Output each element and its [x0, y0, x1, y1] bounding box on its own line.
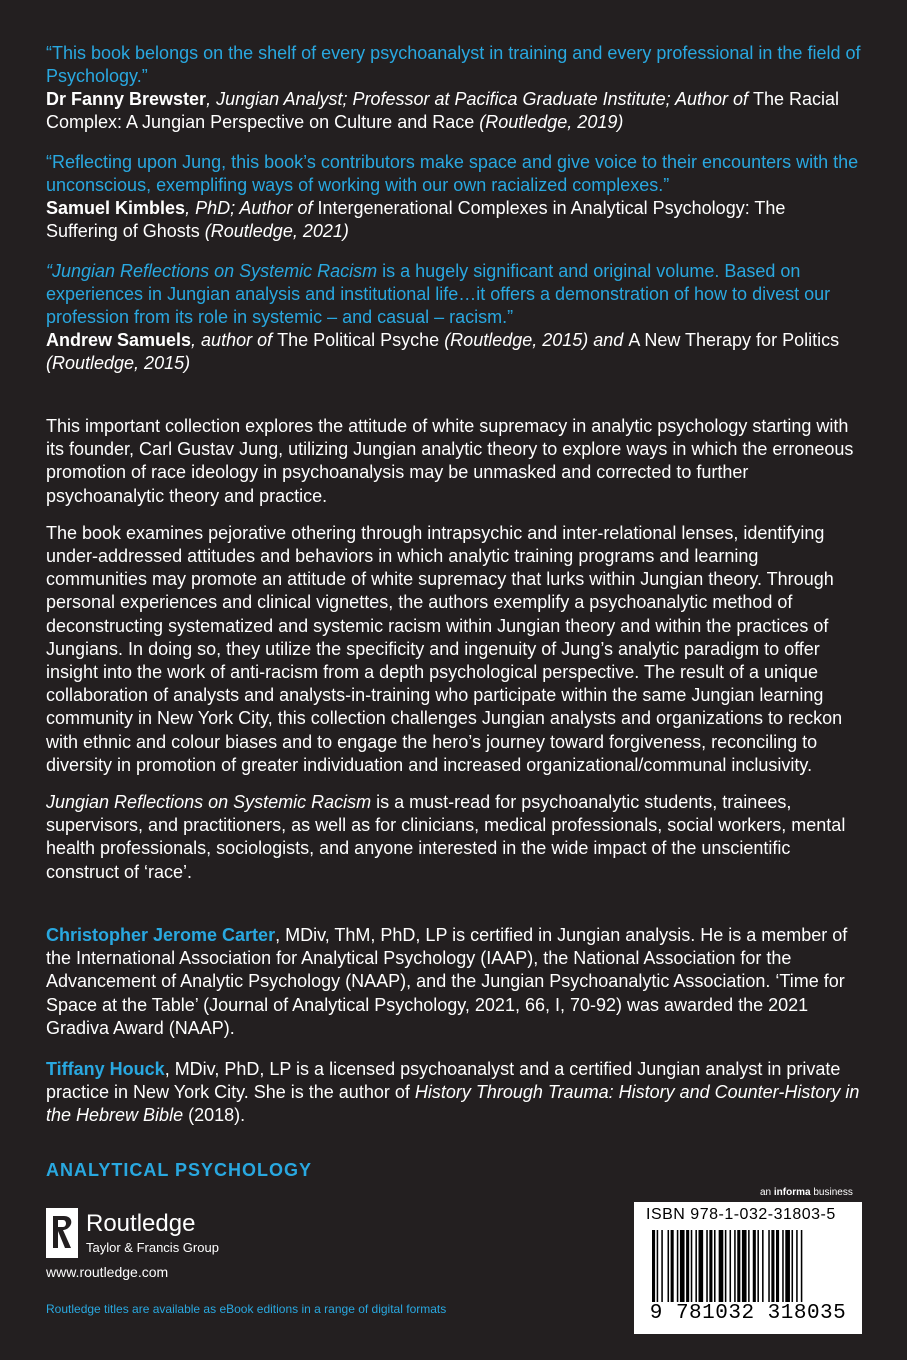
- endorser-publisher: (Routledge, 2021): [199, 221, 349, 241]
- author-name: Christopher Jerome Carter: [46, 925, 276, 945]
- author-work: History Through Trauma: History and Counter-History in the Hebrew Bible: [46, 1082, 860, 1126]
- endorsement-attribution: [46, 329, 862, 375]
- endorsements: [46, 42, 862, 375]
- informa-suffix: business: [810, 1187, 853, 1198]
- description-paragraph-2: The book examines pejorative othering through intrapsychic and inter-relational lenses, identifying under-addressed attitudes and behaviors in which analytic training programs and learning communities may promote an attitude of white supremacy that lurks within Jungian theory. Through personal experiences and clinical vignettes, the authors exemplify a psychoanalytic method of deconstructing systematized and systemic racism within Jungian theory and within the practices of Jungians. In doing so, they utilize the specificity and ingenuity of Jung’s analytic paradigm to offer insight into the work of anti-racism from a depth psychological perspective. The result of a unique collaboration of analysts and analysts-in-training who participate within the same Jungian learning community in New York City, this collection challenges Jungian analysts and organizations to reckon with ethnic and colour biases and to engage the hero’s journey toward forgiveness, reconciling to diversity in promotion of greater individuation and increased organizational/communal inclusivity.: [46, 522, 843, 775]
- endorser-publisher-2: (Routledge, 2015): [46, 353, 191, 373]
- informa-business-label: [760, 1187, 853, 1198]
- author-bio-carter: [46, 924, 862, 1040]
- author-bio-text: , MDiv, ThM, PhD, LP is certified in Jungian analysis. He is a member of the International Association for Analytical Psychology (IAAP), the National Association for the Advancement of Analytic Psychology (NAAP), and the Jungian Psychoanalytic Association. ‘Time for Space at the Table’ (Journal of Analytical Psychology, 2021, 66, I, 70-92) was awarded the 2021 Gradiva Award (NAAP).: [46, 925, 848, 1038]
- book-description: [46, 415, 862, 898]
- endorser-work: The Racial Complex: A Jungian Perspective on Culture and Race: [46, 89, 840, 132]
- endorsement-1: [46, 42, 862, 134]
- ebook-note: Routledge titles are available as eBook editions in a range of digital formats: [46, 1302, 447, 1316]
- endorser-name: Dr Fanny Brewster: [46, 89, 207, 109]
- endorser-name: Samuel Kimbles: [46, 198, 186, 218]
- publisher-group: Taylor & Francis Group: [86, 1240, 219, 1255]
- author-bio-text: , MDiv, PhD, LP is a licensed psychoanalyst and a certified Jungian analyst in private practice in New York City. She is the author of: [46, 1059, 841, 1103]
- endorser-role: , author of: [191, 330, 278, 350]
- author-bio-text-2: (2018).: [183, 1105, 246, 1126]
- informa-word: informa: [773, 1187, 811, 1198]
- endorsement-attribution: [46, 197, 862, 243]
- routledge-logo: [46, 1208, 246, 1268]
- barcode-bars: [652, 1230, 848, 1302]
- endorser-work: Intergenerational Complexes in Analytical Psychology: The Suffering of Ghosts: [46, 198, 786, 241]
- book-title: “Jungian Reflections on Systemic Racism: [46, 261, 378, 281]
- barcode-digits: 9 781032 318035: [649, 1302, 847, 1325]
- endorsement-quote: “This book belongs on the shelf of every psychoanalyst in training and every professional in the field of Psychology.”: [46, 43, 861, 86]
- description-text: is a must-read for psychoanalytic students, trainees, supervisors, and practitioners, as well as for clinicians, medical professionals, social workers, mental health professionals, sociologists, and anyone interested in the wide impact of the unscientific construct of ‘race’.: [46, 792, 846, 882]
- isbn-text: ISBN 978-1-032-31803-5: [646, 1206, 836, 1223]
- endorsement-3: [46, 260, 862, 375]
- book-title: Jungian Reflections on Systemic Racism: [46, 792, 372, 813]
- publisher-url[interactable]: www.routledge.com: [46, 1264, 169, 1280]
- endorser-role: , Jungian Analyst; Professor at Pacifica Graduate Institute; Author of: [206, 89, 754, 109]
- description-paragraph-3: [46, 791, 862, 884]
- endorsement-quote: “Reflecting upon Jung, this book’s contributors make space and give voice to their encounters with the unconscious, exemplifing ways of working with our own racialized complexes.”: [46, 152, 859, 195]
- endorser-publisher: (Routledge, 2015) and: [439, 330, 629, 350]
- endorser-role: , PhD; Author of: [185, 198, 318, 218]
- publisher-name: Routledge: [86, 1210, 196, 1237]
- endorsement-2: [46, 151, 862, 243]
- endorser-work-2: A New Therapy for Politics: [628, 330, 840, 350]
- endorser-name: Andrew Samuels: [46, 330, 192, 350]
- informa-prefix: an: [760, 1187, 774, 1198]
- series-label: ANALYTICAL PSYCHOLOGY: [46, 1160, 313, 1180]
- routledge-r-icon: [46, 1208, 78, 1258]
- endorser-work: The Political Psyche: [277, 330, 440, 350]
- author-name: Tiffany Houck: [46, 1059, 165, 1079]
- endorsement-attribution: [46, 88, 862, 134]
- endorsement-quote: [46, 260, 862, 329]
- description-paragraph-1: This important collection explores the attitude of white supremacy in analytic psychology starting with its founder, Carl Gustav Jung, utilizing Jungian analytic theory to explore ways in which the erroneous promotion of race ideology in psychoanalysis may be unmasked and corrected to further psychoanalytic theory and practice.: [46, 416, 854, 506]
- author-bio-houck: [46, 1058, 862, 1128]
- isbn-barcode: [634, 1202, 862, 1334]
- quote-text: is a hugely significant and original volume. Based on experiences in Jungian analysis and institutional life…it offers a demonstration of how to divest our profession from its role in systemic – and casual – racism.”: [46, 261, 831, 327]
- endorser-publisher: (Routledge, 2019): [474, 112, 624, 132]
